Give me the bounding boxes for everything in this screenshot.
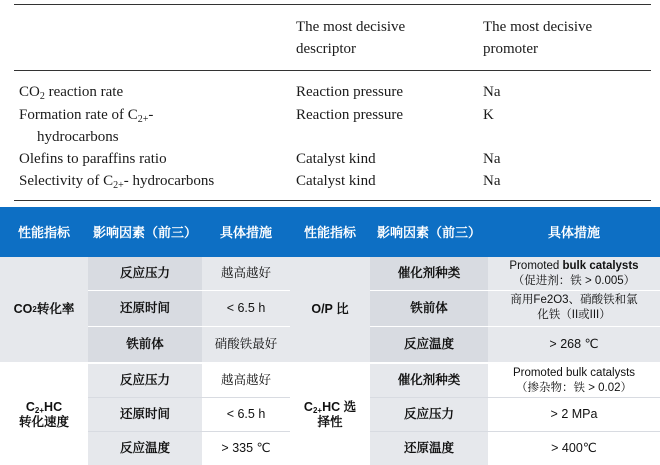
properties-descriptor-table [0, 0, 660, 207]
row-descriptor: Reaction pressure [296, 107, 404, 123]
row-promoter: Na [483, 84, 501, 100]
factor-cell: 反应温度 [88, 431, 202, 465]
measure-cell: > 268 ℃ [488, 326, 660, 362]
header-descriptor-line2: descriptor [296, 41, 356, 57]
row-promoter: K [483, 107, 494, 123]
row-divider [88, 326, 290, 327]
factor-cell: 催化剂种类 [370, 364, 488, 397]
measure-cell: < 6.5 h [202, 290, 290, 326]
measure-cell: Promoted bulk catalysts （促进剂：铁 > 0.005） [488, 257, 660, 290]
row-descriptor: Reaction pressure [296, 84, 404, 100]
header-measures-2: 具体措施 [488, 207, 660, 257]
row-divider [370, 326, 660, 327]
factor-cell: 催化剂种类 [370, 257, 488, 290]
measure-cell: > 400℃ [488, 431, 660, 465]
header-promoter-line1: The most decisive [483, 19, 593, 35]
measure-cell: 越高越好 [202, 364, 290, 397]
row-descriptor: Catalyst kind [296, 173, 376, 189]
row-label-co2-rate: $CO_2$ reaction rate [19, 84, 124, 102]
factor-cell: 还原温度 [370, 431, 488, 465]
measure-cell: 越高越好 [202, 257, 290, 290]
factor-cell: 反应温度 [370, 326, 488, 362]
row-divider [370, 397, 660, 398]
row-label-olefin-paraffin: Olefins to paraffins ratio [19, 151, 167, 167]
header-descriptor-line1: The most decisive [296, 19, 406, 35]
header-measures: 具体措施 [202, 207, 290, 257]
measure-cell: < 6.5 h [202, 397, 290, 431]
factor-cell: 还原时间 [88, 397, 202, 431]
row-promoter: Na [483, 151, 501, 167]
factor-cell: 反应压力 [370, 397, 488, 431]
row-label-c2-selectivity: Selectivity of $C_{2+}-$ hydrocarbons [19, 173, 215, 191]
header-factors-2: 影响因素（前三） [370, 207, 488, 257]
factor-cell: 铁前体 [370, 290, 488, 326]
row-divider [88, 431, 290, 432]
row-label-c2-formation-rate-line2: hydrocarbons [37, 129, 119, 145]
row-divider [370, 290, 660, 291]
header-metric-2: 性能指标 [290, 207, 370, 257]
table-header-rule [14, 70, 651, 71]
measure-cell: 商用Fe2O3、硝酸铁和氯 化铁（II或III） [488, 290, 660, 326]
factor-cell: 铁前体 [88, 326, 202, 362]
row-descriptor: Catalyst kind [296, 151, 376, 167]
table-bottom-rule [14, 200, 651, 201]
metric-op-ratio: O/P 比 [290, 257, 370, 362]
row-divider [370, 431, 660, 432]
metric-c2-conversion-speed: $C_{2+}HC$ 转化速度 [0, 364, 88, 465]
header-factors: 影响因素（前三） [88, 207, 202, 257]
table-top-rule [14, 4, 651, 5]
measure-cell: > 335 ℃ [202, 431, 290, 465]
header-promoter-line2: promoter [483, 41, 538, 57]
metric-co2-conversion: CO 2 转化率 [0, 257, 88, 362]
measure-cell: 硝酸铁最好 [202, 326, 290, 362]
row-label-c2-formation-rate: Formation rate of $C_{2+}-$ [19, 107, 154, 125]
factor-cell: 反应压力 [88, 364, 202, 397]
header-metric: 性能指标 [0, 207, 88, 257]
factor-cell: 反应压力 [88, 257, 202, 290]
measure-cell: Promoted bulk catalysts （掺杂物：铁 > 0.02） [488, 364, 660, 397]
row-divider [88, 290, 290, 291]
group-divider [0, 362, 660, 364]
factor-cell: 还原时间 [88, 290, 202, 326]
cn-performance-table [0, 207, 660, 465]
row-promoter: Na [483, 173, 501, 189]
metric-c2-selectivity: $C_{2+}HC$ 选 择性 [290, 364, 370, 465]
row-divider [88, 397, 290, 398]
measure-cell: > 2 MPa [488, 397, 660, 431]
